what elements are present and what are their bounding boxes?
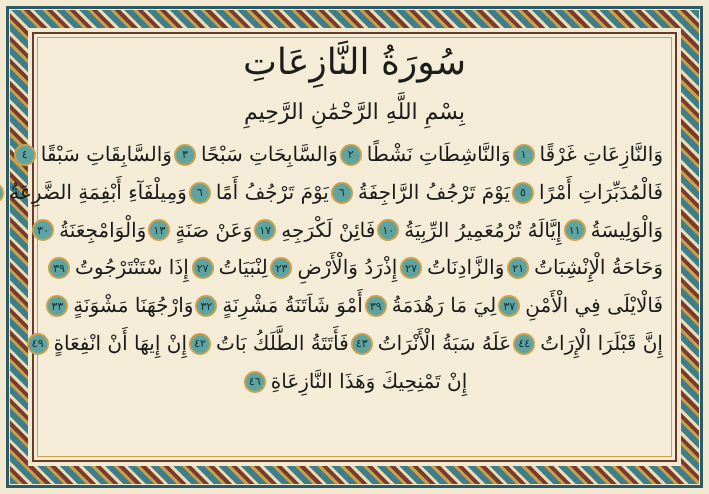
verse-text: فَالْمُدَبِّرَاتِ أَمْرًا bbox=[538, 179, 663, 204]
verse-segment bbox=[511, 136, 663, 174]
verse-text: أَمْوَ شَاَتَنَةُ مَشْرِنَةٍ bbox=[222, 293, 363, 318]
verse-segment bbox=[25, 325, 187, 363]
surah-title: سُورَةُ النَّازِعَاتِ bbox=[243, 42, 466, 83]
verse-segment bbox=[375, 212, 561, 250]
verse-segment bbox=[172, 136, 338, 174]
ayah-number-marker: ٦ bbox=[189, 182, 211, 204]
ayah-number-marker: ٢ bbox=[340, 144, 362, 166]
verse-text: وَارْجُهَنَا مَشْوَنَةٍ bbox=[73, 293, 194, 318]
verse-text: يَوْمَ تَرْجُفُ أَمًا bbox=[215, 179, 329, 204]
verse-text: لِنْبَيَاتُ bbox=[218, 255, 268, 280]
verse-segment bbox=[505, 249, 663, 287]
ayah-number-marker: ١٠ bbox=[377, 219, 399, 241]
verse-segment bbox=[562, 212, 663, 250]
ayah-number-marker: ١٧ bbox=[254, 219, 276, 241]
verse-text: وَعَنْ صَنَةٍ bbox=[175, 217, 253, 242]
verse-line bbox=[9, 174, 663, 212]
ayah-number-marker: ٣٢ bbox=[195, 295, 217, 317]
ayah-number-marker: ١١ bbox=[564, 219, 586, 241]
ayah-number-marker bbox=[0, 182, 4, 204]
verse-text: وَالنَّازِعَاتِ غَرْقًا bbox=[539, 142, 663, 166]
verse-segment bbox=[252, 212, 375, 250]
verse-text: وَمِيلْفَآءِ أَبْفِمَةِ الضَّرِعَةُ bbox=[9, 179, 187, 204]
verse-text: إِنَّ قَبْلَرَا الْإِرَاتُ bbox=[540, 330, 663, 355]
ayah-number-marker: ٣ bbox=[174, 144, 196, 166]
ayah-number-marker: ٤٣ bbox=[351, 333, 373, 355]
ayah-number-marker: ٦ bbox=[331, 182, 353, 204]
verse-text: وَحَاحَةُ الْإِنْشِبَاتُ bbox=[534, 255, 663, 280]
ayah-number-marker: ٣٧ bbox=[498, 295, 520, 317]
verse-line bbox=[31, 325, 663, 363]
verse-segment bbox=[146, 212, 252, 250]
basmala: بِسْمِ اللَّهِ الرَّحْمَٰنِ الرَّحِيمِ bbox=[243, 100, 466, 125]
verse-segment bbox=[193, 287, 362, 325]
verse-text: لِيَ مَا رَهُدَمَةُ bbox=[391, 293, 497, 318]
verse-text: وَالزَّادِنَاتُ bbox=[427, 255, 505, 280]
ayah-number-marker: ٤٩ bbox=[27, 333, 49, 355]
ayah-number-marker: ١ bbox=[513, 144, 535, 166]
verse-segment bbox=[12, 136, 172, 174]
ayah-number-marker: ٣٩ bbox=[48, 257, 70, 279]
ayah-number-marker: ٢١ bbox=[507, 257, 529, 279]
ayah-number-marker: ٣٣ bbox=[46, 295, 68, 317]
verse-segment bbox=[496, 287, 663, 325]
verse-text: وَالْوَلِيسَةُ bbox=[590, 217, 663, 242]
verse-text: إِنْ تَمْنِحِيكَ وَهَذَا النَّازِعَاةِ bbox=[270, 368, 468, 393]
verse-text: وَالْوَامْجِعَنَةُ bbox=[59, 217, 147, 242]
verse-line bbox=[37, 212, 663, 250]
verse-line bbox=[46, 363, 663, 401]
verse-segment bbox=[329, 174, 510, 212]
verse-lines bbox=[9, 136, 663, 401]
verse-text: وَالسَّابِحَاتِ سَبْحًا bbox=[200, 142, 338, 166]
verse-segment bbox=[268, 249, 397, 287]
verse-text: إِيَّالَهُ تُرْمُعَمِيرُ الرِّبِيَةُ bbox=[404, 217, 562, 242]
ayah-number-marker: ٤٢ bbox=[189, 333, 211, 355]
verse-segment bbox=[187, 174, 329, 212]
ayah-number-marker: ٣٩ bbox=[365, 295, 387, 317]
verse-line bbox=[46, 287, 663, 325]
verse-text: عَلَهُ سَبَةُ الْأَنْرَاتُ bbox=[377, 330, 512, 355]
verse-text: فَأَتَتَةُ الطَّلَكُ بَاتُ bbox=[216, 330, 349, 355]
ayah-number-marker: ٢٧ bbox=[400, 257, 422, 279]
verse-text: إِذَا سْتَنْتَرْجُوتُ bbox=[75, 255, 189, 280]
verse-segment bbox=[338, 136, 511, 174]
ayah-number-marker: ٥ bbox=[512, 182, 534, 204]
verse-text: فَالْايْلَى فِي الْأَمْنِ bbox=[525, 293, 663, 318]
ayah-number-marker: ٤٤ bbox=[513, 333, 535, 355]
verse-text: إِنْ إِيهَا أَنْ انْفِعَاةٍ bbox=[53, 330, 188, 355]
verse-text: وَالنَّاشِطَاتِ نَشْطًا bbox=[366, 142, 511, 166]
verse-text: يَوْمَ تَرْجُفُ الرَّاجِفَةُ bbox=[357, 179, 510, 204]
verse-segment bbox=[187, 325, 349, 363]
ayah-number-marker: ٢٣ bbox=[270, 257, 292, 279]
verse-segment bbox=[46, 249, 189, 287]
verse-line bbox=[21, 136, 663, 174]
verse-segment bbox=[44, 287, 193, 325]
verse-segment bbox=[242, 363, 467, 401]
verse-segment bbox=[363, 287, 496, 325]
verse-segment bbox=[30, 212, 146, 250]
ayah-number-marker: ٤٦ bbox=[244, 371, 266, 393]
verse-segment bbox=[190, 249, 268, 287]
verse-text: إِذْرَدُ وَالْأَرْضِ bbox=[297, 255, 398, 280]
verse-segment bbox=[510, 174, 663, 212]
verse-segment bbox=[349, 325, 511, 363]
ayah-number-marker: ٤ bbox=[14, 144, 36, 166]
verse-line bbox=[46, 249, 663, 287]
verse-text: فَائِنْ لَكْرَجِهِ bbox=[281, 217, 376, 242]
verse-segment bbox=[0, 174, 187, 212]
verse-segment bbox=[398, 249, 504, 287]
ayah-number-marker: ٢٧ bbox=[192, 257, 214, 279]
verse-text: وَالسَّابِقَاتِ سَبْقًا bbox=[40, 142, 172, 166]
verse-segment bbox=[511, 325, 663, 363]
ayah-number-marker: ٣٠ bbox=[32, 219, 54, 241]
ayah-number-marker: ١٣ bbox=[148, 219, 170, 241]
